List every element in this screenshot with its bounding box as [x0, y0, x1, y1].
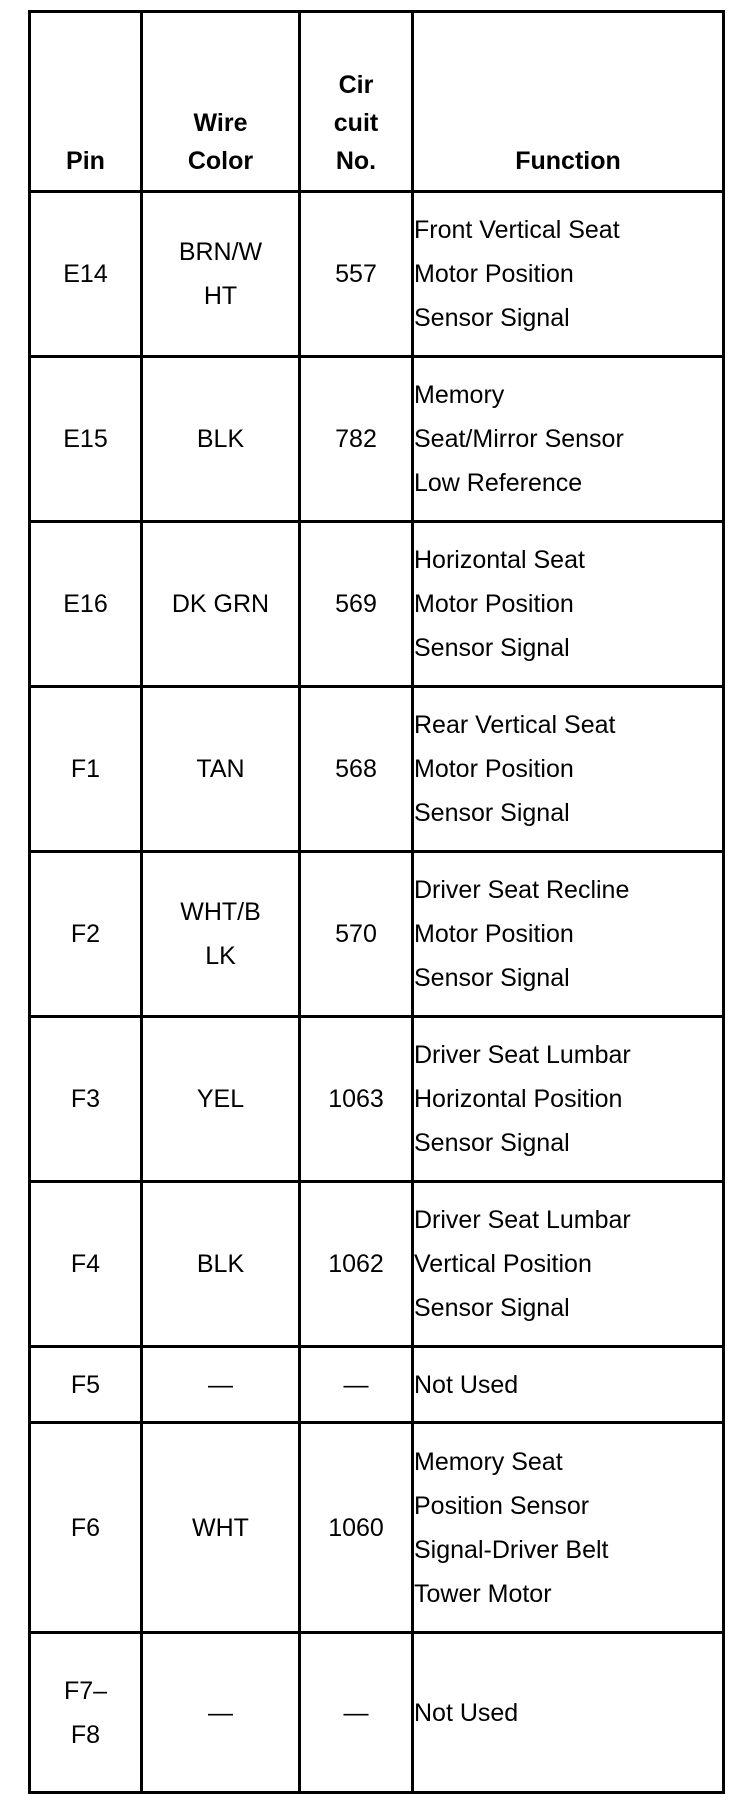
- circuit-no-cell: 782: [300, 357, 413, 522]
- wire-color-cell: [142, 1423, 300, 1633]
- header-circuit-no-line: cuit: [333, 109, 379, 137]
- function-cell: [413, 357, 724, 522]
- wire-color-line: BLK: [196, 425, 245, 453]
- table-row: [30, 1017, 724, 1182]
- function-line: Sensor Signal: [414, 1294, 570, 1322]
- pin-cell: [30, 1182, 142, 1347]
- circuit-no-cell: 570: [300, 852, 413, 1017]
- table-row: [30, 1423, 724, 1633]
- pin-line: E16: [63, 590, 108, 618]
- pin-line: F8: [70, 1720, 101, 1749]
- function-line: Driver Seat Recline: [414, 876, 630, 904]
- function-cell: [413, 852, 724, 1017]
- pin-cell: [30, 357, 142, 522]
- wire-color-cell: [142, 687, 300, 852]
- wire-color-line: LK: [205, 942, 236, 970]
- table-header-row: [30, 12, 724, 192]
- function-line: Driver Seat Lumbar: [414, 1206, 631, 1234]
- header-circuit-no-line: No.: [335, 147, 377, 175]
- function-line: Horizontal Position: [414, 1085, 623, 1113]
- function-line: Vertical Position: [414, 1250, 592, 1278]
- circuit-no-cell: 1062: [300, 1182, 413, 1347]
- wire-color-cell: [142, 522, 300, 687]
- circuit-no-cell: 1060: [300, 1423, 413, 1633]
- wire-color-line: HT: [203, 282, 238, 310]
- pin-cell: [30, 687, 142, 852]
- wire-color-line: WHT/B: [180, 898, 261, 926]
- function-line: Memory: [414, 381, 505, 409]
- wire-color-line: TAN: [196, 755, 245, 783]
- pin-line: F5: [70, 1370, 101, 1399]
- function-line: Position Sensor: [414, 1491, 590, 1520]
- function-cell: [413, 1347, 724, 1423]
- pin-line: F1: [70, 755, 101, 783]
- circuit-no-cell: 568: [300, 687, 413, 852]
- function-cell: [413, 522, 724, 687]
- pin-line: F7–: [63, 1676, 108, 1705]
- header-function-label: Function: [515, 147, 621, 175]
- wire-color-cell: [142, 192, 300, 357]
- wire-color-cell: [142, 1017, 300, 1182]
- table-row: [30, 192, 724, 357]
- function-line: Horizontal Seat: [414, 546, 585, 574]
- circuit-no-cell: —: [300, 1633, 413, 1793]
- pin-line: E14: [63, 260, 108, 288]
- pin-cell: [30, 192, 142, 357]
- wire-color-line: DK GRN: [171, 590, 270, 618]
- function-line: Driver Seat Lumbar: [414, 1041, 631, 1069]
- pin-cell: [30, 1017, 142, 1182]
- pin-line: E15: [63, 425, 108, 453]
- pin-line: F4: [70, 1250, 101, 1278]
- pin-table: [28, 10, 725, 1794]
- wire-color-line: —: [208, 1370, 233, 1399]
- function-line: Sensor Signal: [414, 634, 570, 662]
- function-line: Tower Motor: [414, 1579, 552, 1608]
- function-cell: [413, 1182, 724, 1347]
- function-line: Not Used: [414, 1698, 519, 1727]
- table-row: [30, 522, 724, 687]
- function-line: Motor Position: [414, 260, 574, 288]
- function-line: Front Vertical Seat: [414, 216, 620, 244]
- function-cell: [413, 1017, 724, 1182]
- wire-color-line: YEL: [196, 1085, 245, 1113]
- header-circuit-no: [300, 12, 413, 192]
- function-line: Not Used: [414, 1370, 519, 1399]
- table-row: [30, 852, 724, 1017]
- pin-cell: [30, 852, 142, 1017]
- function-line: Seat/Mirror Sensor: [414, 425, 624, 453]
- header-wire-color-line: Color: [187, 147, 254, 175]
- table-row: [30, 687, 724, 852]
- table-row: [30, 1182, 724, 1347]
- header-pin: [30, 12, 142, 192]
- wire-color-line: BRN/W: [178, 238, 263, 266]
- header-pin-label: Pin: [66, 147, 105, 175]
- function-line: Memory Seat: [414, 1447, 563, 1476]
- function-line: Sensor Signal: [414, 304, 570, 332]
- pin-cell: [30, 1347, 142, 1423]
- circuit-no-cell: 569: [300, 522, 413, 687]
- pin-cell: [30, 522, 142, 687]
- circuit-no-cell: —: [300, 1347, 413, 1423]
- function-line: Rear Vertical Seat: [414, 711, 616, 739]
- function-cell: [413, 687, 724, 852]
- header-function: [413, 12, 724, 192]
- circuit-no-cell: 1063: [300, 1017, 413, 1182]
- pin-line: F2: [70, 920, 101, 948]
- function-line: Sensor Signal: [414, 799, 570, 827]
- header-circuit-no-line: Cir: [338, 71, 374, 99]
- pin-cell: [30, 1633, 142, 1793]
- table-row: [30, 357, 724, 522]
- function-cell: [413, 192, 724, 357]
- pin-cell: [30, 1423, 142, 1633]
- function-line: Low Reference: [414, 469, 583, 497]
- wire-color-cell: [142, 1633, 300, 1793]
- wire-color-cell: [142, 1347, 300, 1423]
- function-line: Sensor Signal: [414, 1129, 570, 1157]
- wire-color-cell: [142, 852, 300, 1017]
- pin-line: F6: [70, 1513, 101, 1542]
- table-row: [30, 1347, 724, 1423]
- function-line: Sensor Signal: [414, 964, 570, 992]
- wire-color-line: —: [208, 1698, 233, 1727]
- function-line: Motor Position: [414, 920, 574, 948]
- circuit-no-cell: 557: [300, 192, 413, 357]
- function-cell: [413, 1423, 724, 1633]
- function-line: Motor Position: [414, 755, 574, 783]
- function-cell: [413, 1633, 724, 1793]
- wire-color-cell: [142, 357, 300, 522]
- table-row: [30, 1633, 724, 1793]
- function-line: Signal-Driver Belt: [414, 1535, 609, 1564]
- header-wire-color-line: Wire: [193, 109, 248, 137]
- wire-color-cell: [142, 1182, 300, 1347]
- function-line: Motor Position: [414, 590, 574, 618]
- wire-color-line: WHT: [192, 1513, 249, 1542]
- pin-line: F3: [70, 1085, 101, 1113]
- wire-color-line: BLK: [196, 1250, 245, 1278]
- header-wire-color: [142, 12, 300, 192]
